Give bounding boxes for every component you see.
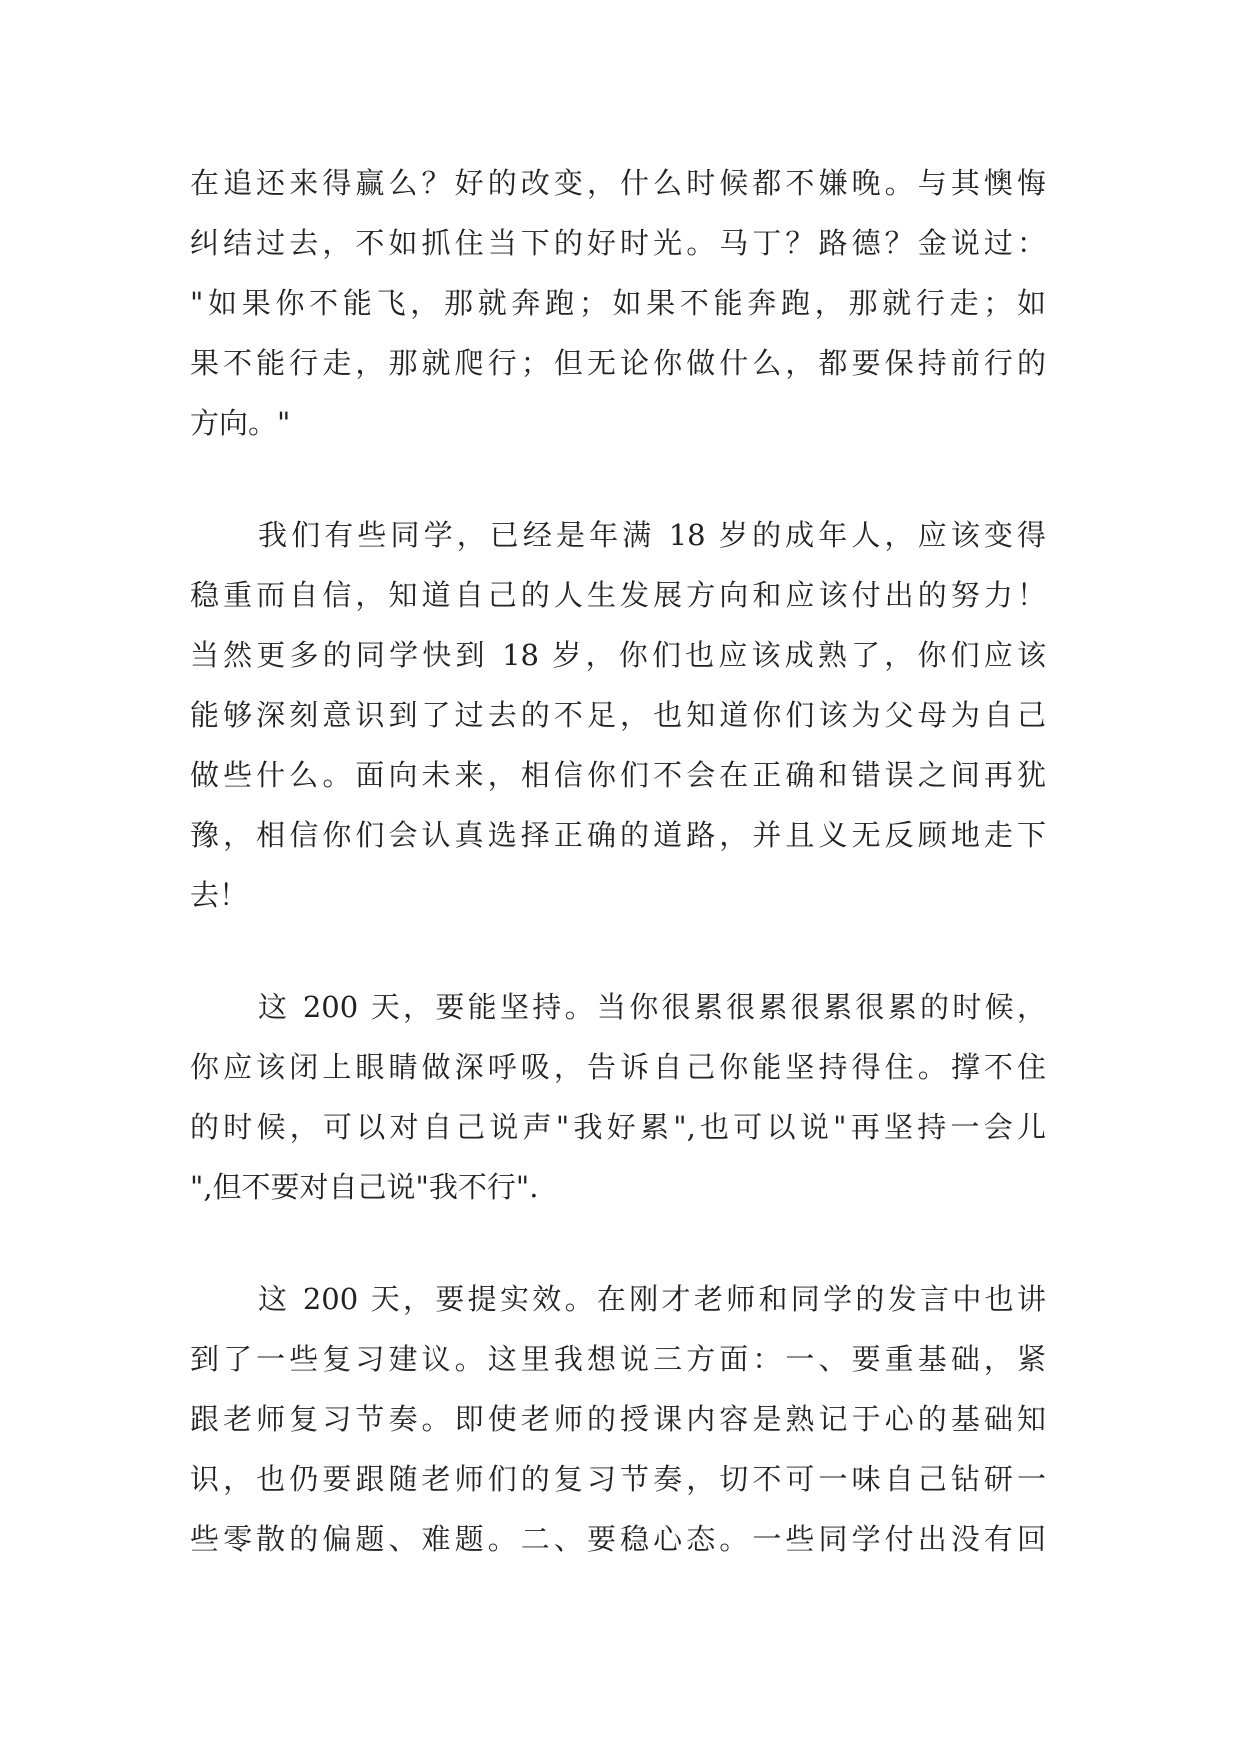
paragraph-line: 稳重而自信，知道自己的人生发展方向和应该付出的努力！ <box>190 578 1046 612</box>
paragraph-line: 到了一些复习建议。这里我想说三方面：一、要重基础，紧 <box>190 1342 1046 1376</box>
paragraph-line: 方向。" <box>190 406 291 440</box>
paragraph-line: 纠结过去，不如抓住当下的好时光。马丁？路德？金说过： <box>190 226 1046 260</box>
paragraph-line: 我们有些同学，已经是年满 18 岁的成年人，应该变得 <box>258 518 1046 552</box>
paragraph-line: 的时候，可以对自己说声"我好累",也可以说"再坚持一会儿 <box>190 1110 1046 1144</box>
paragraph-line: "如果你不能飞，那就奔跑；如果不能奔跑，那就行走；如 <box>190 286 1046 320</box>
paragraph-line: 当然更多的同学快到 18 岁，你们也应该成熟了，你们应该 <box>190 638 1046 672</box>
paragraph-line: 你应该闭上眼睛做深呼吸，告诉自己你能坚持得住。撑不住 <box>190 1050 1046 1084</box>
paragraph-line: 识，也仍要跟随老师们的复习节奏，切不可一味自己钻研一 <box>190 1462 1046 1496</box>
paragraph-line: 这 200 天，要能坚持。当你很累很累很累很累的时候， <box>258 990 1046 1024</box>
paragraph-line: 果不能行走，那就爬行；但无论你做什么，都要保持前行的 <box>190 346 1046 380</box>
paragraph-line: 些零散的偏题、难题。二、要稳心态。一些同学付出没有回 <box>190 1522 1046 1556</box>
paragraph-line: 在追还来得赢么？好的改变，什么时候都不嫌晚。与其懊悔 <box>190 166 1046 200</box>
paragraph-line: 这 200 天，要提实效。在刚才老师和同学的发言中也讲 <box>258 1282 1046 1316</box>
paragraph-line: ",但不要对自己说"我不行". <box>190 1170 539 1204</box>
paragraph-line: 去！ <box>190 878 249 912</box>
paragraph-line: 做些什么。面向未来，相信你们不会在正确和错误之间再犹 <box>190 758 1046 792</box>
paragraph-line: 豫，相信你们会认真选择正确的道路，并且义无反顾地走下 <box>190 818 1046 852</box>
paragraph-line: 跟老师复习节奏。即使老师的授课内容是熟记于心的基础知 <box>190 1402 1046 1436</box>
paragraph-line: 能够深刻意识到了过去的不足，也知道你们该为父母为自己 <box>190 698 1046 732</box>
